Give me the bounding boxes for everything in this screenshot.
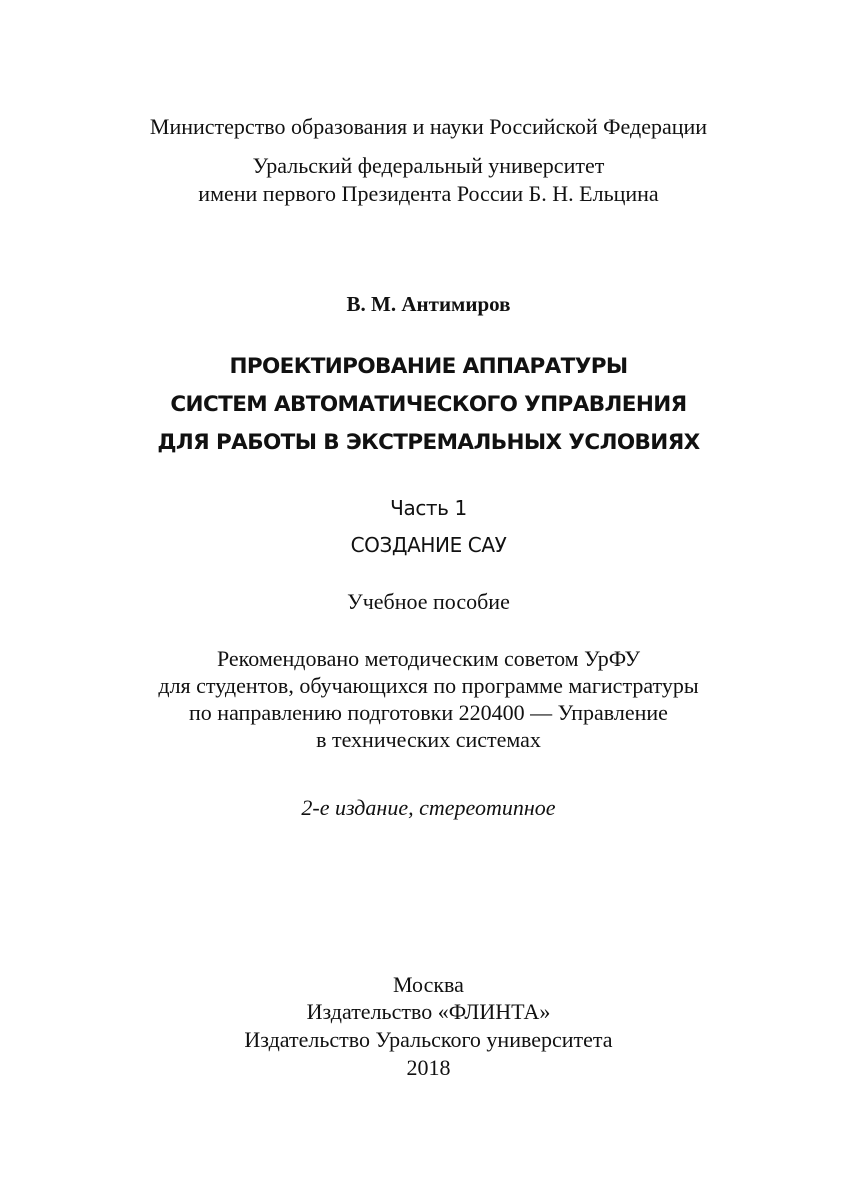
imprint-year: 2018	[406, 1055, 451, 1080]
book-title-line-3: ДЛЯ РАБОТЫ В ЭКСТРЕМАЛЬНЫХ УСЛОВИЯХ	[157, 430, 700, 455]
edition-note: 2-е издание, стереотипное	[301, 795, 556, 820]
author-name: В. М. Антимиров	[346, 292, 511, 316]
imprint-city: Москва	[393, 972, 464, 997]
document-type: Учебное пособие	[347, 589, 510, 614]
university-line-1: Уральский федеральный университет	[252, 153, 605, 178]
imprint-publisher-1: Издательство «ФЛИНТА»	[306, 999, 551, 1024]
recommendation-line-2: для студентов, обучающихся по программе магистратуры	[158, 673, 699, 698]
imprint-publisher-2: Издательство Уральского университета	[244, 1027, 613, 1052]
recommendation-line-1: Рекомендовано методическим советом УрФУ	[216, 646, 641, 671]
part-name: СОЗДАНИЕ САУ	[350, 533, 507, 557]
part-number: Часть 1	[390, 496, 467, 520]
book-title-line-1: ПРОЕКТИРОВАНИЕ АППАРАТУРЫ	[229, 354, 628, 379]
book-title-line-2: СИСТЕМ АВТОМАТИЧЕСКОГО УПРАВЛЕНИЯ	[170, 392, 687, 417]
university-line-2: имени первого Президента России Б. Н. Ельцина	[198, 181, 659, 206]
ministry-line: Министерство образования и науки Российской Федерации	[149, 114, 708, 139]
recommendation-line-4: в технических системах	[316, 727, 541, 752]
recommendation-line-3: по направлению подготовки 220400 — Управление	[189, 700, 668, 725]
